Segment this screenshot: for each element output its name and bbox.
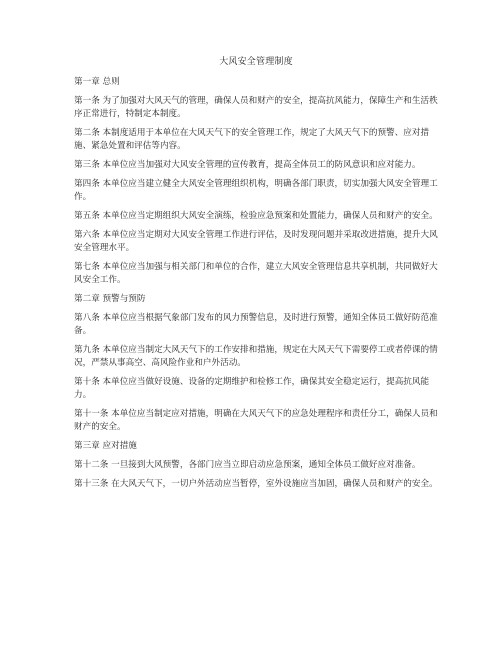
document-title: 大风安全管理制度 <box>219 57 293 67</box>
article-paragraph: 第九条 本单位应当制定大风天气下的工作安排和措施，规定在大风天气下需要停工或者停课的情况，严禁从事高空、高风险作业和户外活动。 <box>74 345 438 368</box>
article-paragraph: 第二条 本制度适用于本单位在大风天气下的安全管理工作，规定了大风天气下的预警、应对措施、紧急处置和评估等内容。 <box>74 128 430 151</box>
article-paragraph: 第五条 本单位应当定期组织大风安全演练，检验应急预案和处置能力，确保人员和财产的安全。 <box>74 211 438 221</box>
article-paragraph: 第一条 为了加强对大风天气的管理，确保人员和财产的安全，提高抗风能力，保障生产和生活秩序正常进行，特制定本制度。 <box>74 96 438 119</box>
article-paragraph: 第四条 本单位应当建立健全大风安全管理组织机构，明确各部门职责，切实加强大风安全管理工作。 <box>74 179 438 202</box>
article-paragraph: 第六条 本单位应当定期对大风安全管理工作进行评估，及时发现问题并采取改进措施，提升大风安全管理水平。 <box>74 230 438 253</box>
article-paragraph: 第十一条 本单位应当制定应对措施，明确在大风天气下的应急处理程序和责任分工，确保人员和财产的安全。 <box>74 409 438 432</box>
chapter-heading: 第二章 预警与预防 <box>74 294 146 304</box>
article-paragraph: 第七条 本单位应当加强与相关部门和单位的合作，建立大风安全管理信息共享机制，共同做好大风安全工作。 <box>74 262 438 285</box>
article-paragraph: 第八条 本单位应当根据气象部门发布的风力预警信息，及时进行预警，通知全体员工做好防范准备。 <box>74 313 438 336</box>
chapter-heading: 第三章 应对措施 <box>74 441 137 451</box>
article-paragraph: 第三条 本单位应当加强对大风安全管理的宣传教育，提高全体员工的防风意识和应对能力。 <box>74 160 421 170</box>
article-paragraph: 第十条 本单位应当做好设施、设备的定期维护和检修工作，确保其安全稳定运行，提高抗风能力。 <box>74 377 430 400</box>
chapter-heading: 第一章 总则 <box>74 77 120 87</box>
article-paragraph: 第十三条 在大风天气下，一切户外活动应当暂停，室外设施应当加固，确保人员和财产的安全。 <box>74 479 438 489</box>
article-paragraph: 第十二条 一旦接到大风预警，各部门应当立即启动应急预案，通知全体员工做好应对准备。 <box>74 460 421 470</box>
